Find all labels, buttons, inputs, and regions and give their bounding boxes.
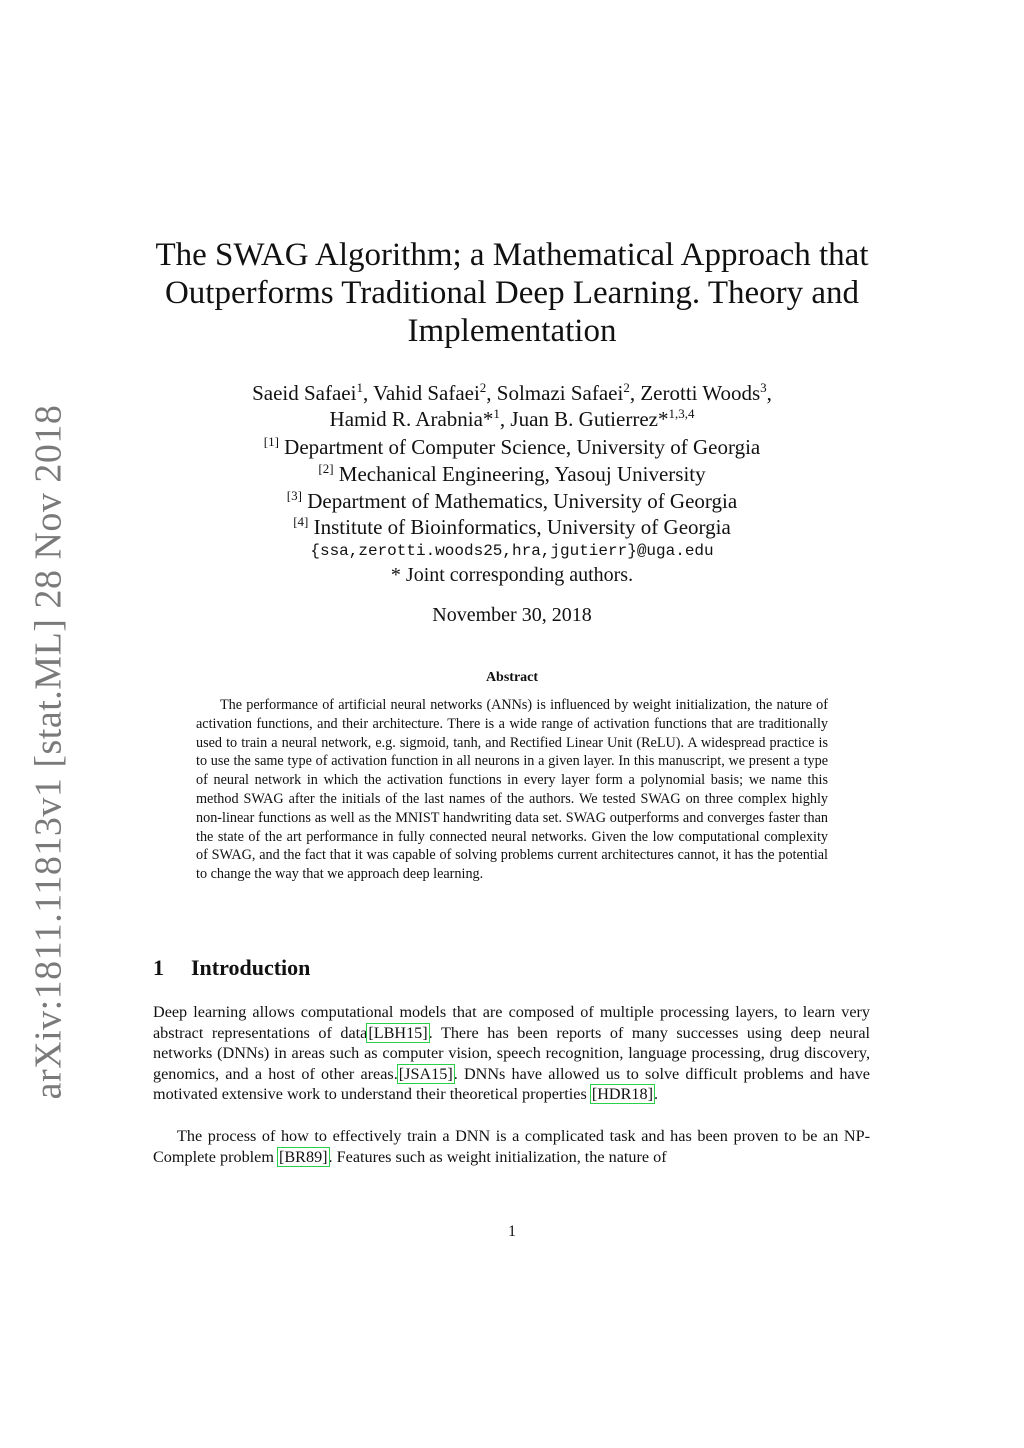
author-emails: {ssa,zerotti.woods25,hra,jgutierr}@uga.edu (310, 542, 714, 560)
author-separator: , (499, 407, 511, 431)
arxiv-watermark (18, 404, 78, 1100)
author-affiliation-mark: 1,3,4 (668, 406, 695, 421)
author-separator: , (766, 381, 772, 405)
joint-corresponding-note: * Joint corresponding authors. (390, 564, 634, 586)
paragraph-text: . Features such as weight initialization, the nature of (328, 1147, 667, 1166)
author-name: Zerotti Woods (640, 381, 761, 405)
author-name: Solmazi Safaei (496, 381, 624, 405)
affiliation-mark: [3] (286, 488, 302, 503)
author-name: Juan B. Gutierrez* (510, 407, 669, 431)
affiliation-text: Mechanical Engineering, Yasouj University (338, 462, 706, 486)
intro-paragraph-2 (153, 1126, 870, 1167)
title-line-2: Outperforms Traditional Deep Learning. Theory and (164, 275, 860, 311)
affiliation-1 (140, 434, 884, 460)
affiliation-mark: [4] (293, 514, 309, 529)
arxiv-identifier: arXiv:1811.11813v1 [stat.ML] 28 Nov 2018 (27, 404, 69, 1100)
publication-date: November 30, 2018 (432, 604, 592, 626)
author-separator: , (629, 381, 641, 405)
citation-link[interactable]: [LBH15] (368, 1023, 428, 1042)
author-separator: , (362, 381, 374, 405)
author-affiliation-mark: 2 (623, 380, 630, 395)
paragraph-text: . (653, 1085, 659, 1104)
author-line-1 (140, 380, 884, 406)
intro-paragraph-1 (153, 1002, 870, 1105)
citation-link[interactable]: [JSA15] (398, 1064, 453, 1083)
author-line-2 (140, 406, 884, 432)
citation-link[interactable]: [BR89] (278, 1147, 328, 1166)
author-list (140, 380, 884, 432)
affiliation-mark: [1] (263, 434, 279, 449)
affiliation-text: Department of Mathematics, University of Georgia (307, 489, 738, 513)
title-line-3: Implementation (407, 313, 617, 349)
author-affiliation-mark: 2 (479, 380, 487, 395)
paragraph-text: . There has been reports of many successes using deep neural networks (DNNs) in areas such as computer vision, speech recognition, language processing, drug discovery, genomics, and a host of other areas. (153, 1023, 871, 1083)
affiliation-text: Institute of Bioinformatics, University of Georgia (313, 515, 731, 539)
author-affiliation-mark: 1 (493, 406, 500, 421)
author-affiliation-mark: 1 (356, 380, 363, 395)
affiliation-2 (140, 461, 884, 487)
author-name: Vahid Safaei (373, 381, 480, 405)
author-separator: , (486, 381, 497, 405)
paper-title (140, 236, 884, 350)
page-number: 1 (508, 1223, 516, 1240)
author-name: Saeid Safaei (252, 381, 357, 405)
affiliation-4 (140, 514, 884, 540)
affiliation-3 (140, 488, 884, 514)
author-affiliation-mark: 3 (760, 380, 767, 395)
paragraph-text: Deep learning allows computational models that are composed of multiple processing layers, to learn very abstract representations of data (153, 1003, 870, 1042)
title-line-1: The SWAG Algorithm; a Mathematical Approach that (155, 237, 869, 273)
paragraph-text: . DNNs have allowed us to solve difficult problems and have motivated extensive work to understand their theoretical properties (153, 1064, 870, 1104)
abstract-text: The performance of artificial neural networks (ANNs) is influenced by weight initialization, the nature of activation functions, and their architecture. There is a wide range of activation functions that are traditionally used to train a neural network, e.g. sigmoid, tanh, and Rectified Linear Unit (ReLU). A widespread practice is to use the same type of activation function in all neurons in a given layer. In this manuscript, we present a type of neural network in which the activation functions in every layer form a polynomial basis; we name this method SWAG after the initials of the last names of the authors. We tested SWAG on three complex highly non-linear functions as well as the MNIST handwriting data set. SWAG outperforms and converges faster than the state of the art performance in fully connected neural networks. Given the low computational complexity of SWAG, and the fact that it was capable of solving problems current architectures cannot, it has the potential to change the way that we approach deep learning. (196, 697, 828, 883)
citation-link[interactable]: [HDR18] (591, 1085, 653, 1104)
section-number: 1 (153, 955, 164, 980)
affiliation-text: Department of Computer Science, University of Georgia (284, 435, 761, 459)
section-heading (153, 955, 310, 981)
author-name: Hamid R. Arabnia* (329, 407, 494, 431)
abstract-heading: Abstract (485, 670, 539, 685)
paragraph-text: The process of how to effectively train a DNN is a complicated task and has been proven to be an NP-Complete problem (153, 1127, 870, 1166)
section-title: Introduction (191, 955, 311, 980)
affiliation-mark: [2] (318, 461, 334, 476)
